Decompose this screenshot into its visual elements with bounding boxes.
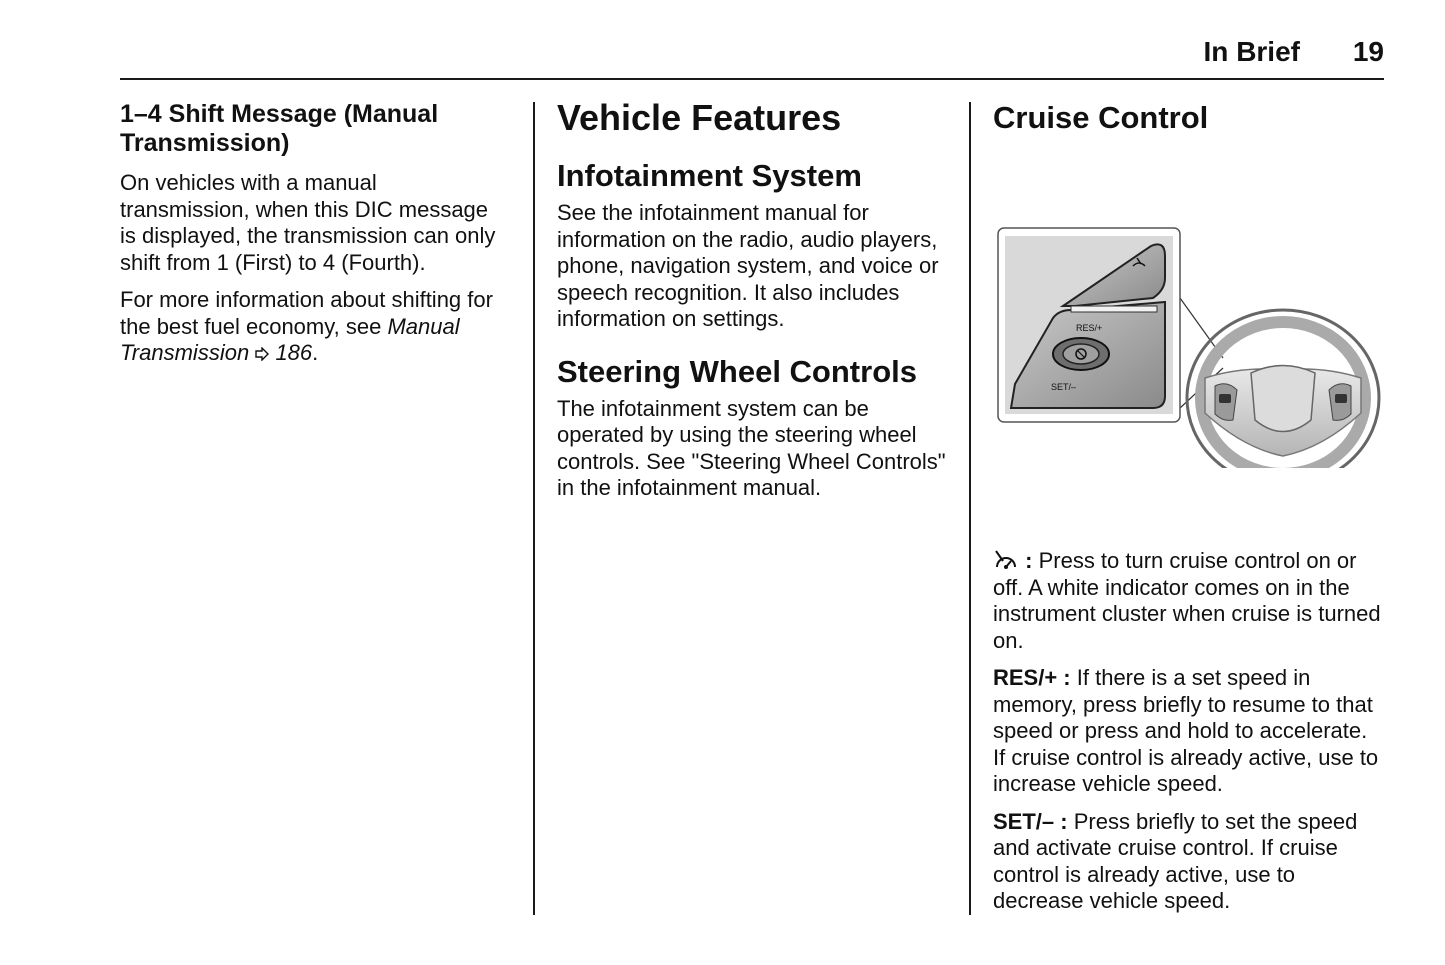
cruise-onoff-label [993,548,1039,573]
section-title: In Brief [1203,36,1300,67]
res-plus-item-label: RES/+ : [993,665,1071,690]
page-reference-number: 186 [275,340,313,365]
set-minus-label: SET/– [1051,382,1077,392]
switch-closeup [998,228,1180,422]
cruise-onoff-item [993,548,1385,654]
infotainment-paragraph: See the infotainment manual for information on the radio, audio players, phone, navigation system, and voice or speech recognition. It also includes information on settings. [557,200,939,331]
res-plus-label: RES/+ [1076,323,1103,333]
cruise-onoff-text: Press to turn cruise control on or off. A white indicator comes on in the instrument cluster when cruise is turned on. [993,548,1381,653]
page-reference-icon [255,347,269,361]
column-divider-2 [969,102,971,915]
infotainment-heading: Infotainment System [557,158,862,193]
shift-message-paragraph: On vehicles with a manual transmission, when this DIC message is displayed, the transmission can only shift from 1 (First) to 4 (Fourth). [120,170,496,275]
cruise-control-illustration [993,158,1385,468]
page-reference[interactable] [255,340,312,365]
res-plus-item [993,665,1385,798]
column-divider-1 [533,102,535,915]
column-vehicle-features [557,97,947,513]
page-header [120,34,1384,80]
steering-wheel-diagram [993,158,1385,468]
res-plus-text: If there is a set speed in memory, press briefly to resume to that speed or press and hold to accelerate. If cruise control is already active, use to increase vehicle speed. [993,665,1379,796]
steering-wheel [1187,310,1379,468]
vehicle-features-title: Vehicle Features [557,97,842,138]
steering-controls-paragraph: The infotainment system can be operated by using the steering wheel controls. See "Steering Wheel Controls" in the infotainment manual. [557,395,946,500]
cruise-onoff-colon: : [1025,548,1033,573]
set-minus-text: Press briefly to set the speed and activate cruise control. If cruise control is already active, use to decrease vehicle speed. [993,808,1358,913]
page-number: 19 [1352,36,1384,67]
set-minus-item [993,809,1385,915]
sentence-end: . [312,340,319,365]
shift-info-paragraph [120,287,505,367]
manual-transmission-link[interactable]: Manual Transmission [120,313,460,365]
steering-controls-heading: Steering Wheel Controls [557,353,917,389]
column-shift-message [120,100,505,378]
cruise-control-icon [993,549,1019,571]
column-cruise-control [993,100,1385,926]
set-minus-item-label: SET/– : [993,808,1068,834]
cruise-control-heading: Cruise Control [993,100,1209,135]
shift-message-heading: 1–4 Shift Message (Manual Transmission) [120,100,439,157]
shift-info-text: For more information about shifting for the best fuel economy, see [120,287,493,339]
